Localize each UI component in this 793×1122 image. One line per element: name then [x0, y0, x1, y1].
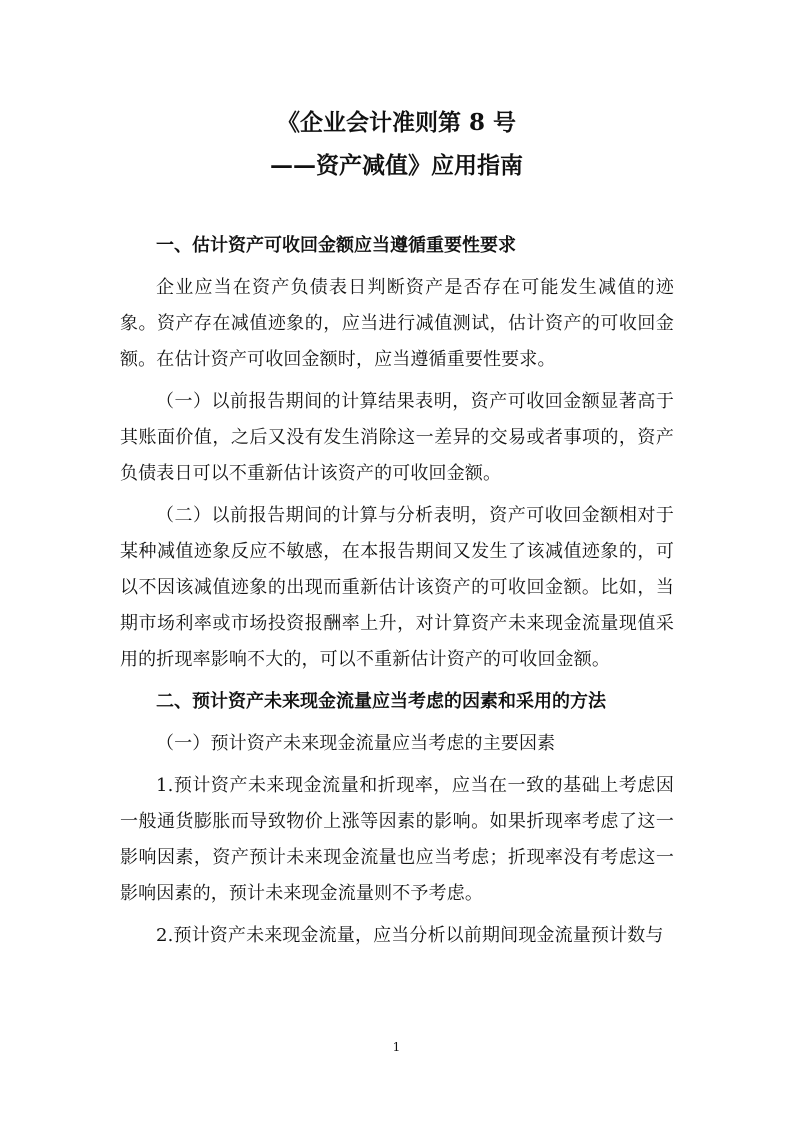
- page-number: 1: [392, 1040, 401, 1054]
- document-body: [120, 228, 674, 960]
- paragraph-point-2: 2.预计资产未来现金流量，应当分析以前期间现金流量预计数与: [156, 925, 664, 946]
- paragraph-point-1: 1.预计资产未来现金流量和折现率，应当在一致的基础上考虑因一般通货膨胀而导致物价上涨等因素的影响。如果折现率考虑了这一影响因素，资产预计未来现金流量也应当考虑；折现率没有考虑这一影响因素的，预计未来现金流量则不予考虑。: [120, 775, 674, 904]
- document-title-line-1: 《企业会计准则第 8 号: [276, 109, 517, 136]
- section-heading-1: 一、估计资产可收回金额应当遵循重要性要求: [156, 235, 516, 256]
- paragraph-item-1: （一）以前报告期间的计算结果表明，资产可收回金额显著高于其账面价值，之后又没有发生消除这一差异的交易或者事项的，资产负债表日可以不重新估计该资产的可收回金额。: [120, 391, 674, 484]
- paragraph-subheading: （一）预计资产未来现金流量应当考虑的主要因素: [156, 733, 556, 754]
- section-heading-2: 二、预计资产未来现金流量应当考虑的因素和采用的方法: [156, 691, 606, 712]
- paragraph-intro: 企业应当在资产负债表日判断资产是否存在可能发生减值的迹象。资产存在减值迹象的，应当进行减值测试，估计资产的可收回金额。在估计资产可收回金额时，应当遵循重要性要求。: [120, 277, 674, 370]
- paragraph-item-2: （二）以前报告期间的计算与分析表明，资产可收回金额相对于某种减值迹象反应不敏感，在本报告期间又发生了该减值迹象的，可以不因该减值迹象的出现而重新估计该资产的可收回金额。比如，当期市场利率或市场投资报酬率上升，对计算资产未来现金流量现值采用的折现率影响不大的，可以不重新估计资产的可收回金额。: [120, 505, 674, 670]
- document-title-line-2: ——资产减值》应用指南: [270, 152, 523, 179]
